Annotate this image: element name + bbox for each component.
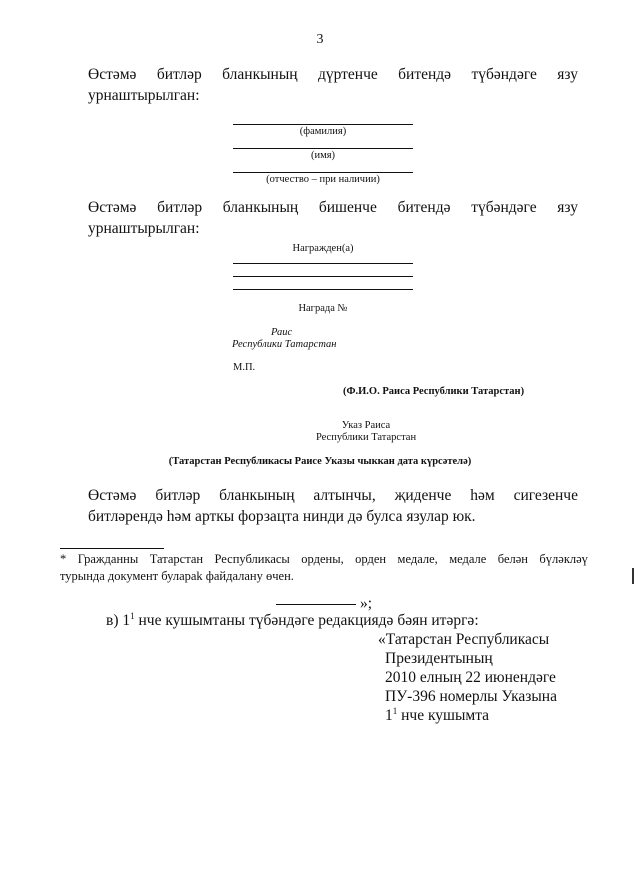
- word: орден: [355, 552, 387, 566]
- surname-blank: [233, 124, 413, 125]
- rais-title: Раис: [271, 327, 293, 338]
- awarded-blank-3: [233, 289, 413, 290]
- paragraph-fourth-page: [88, 64, 578, 106]
- word: битендә: [398, 66, 452, 83]
- item-prefix: в) 1: [106, 612, 131, 629]
- end-dash-line: [276, 604, 356, 605]
- paragraph-line: [88, 197, 578, 218]
- address-line-1: «Татарстан Республикасы: [378, 631, 550, 648]
- name-blank: [233, 148, 413, 149]
- awarded-label: Награжден(а): [292, 243, 354, 254]
- word: язу: [557, 66, 578, 83]
- patronymic-label: (отчество – при наличии): [266, 174, 380, 185]
- paragraph-line-2: урнаштырылган:: [88, 220, 200, 237]
- address-line-5: [385, 706, 489, 725]
- president-fio-placeholder: (Ф.И.О. Раиса Республики Татарстан): [343, 386, 525, 397]
- appendix-number: 1: [385, 707, 393, 724]
- word: Өстәмә: [88, 199, 137, 216]
- name-label: (имя): [310, 150, 336, 161]
- paragraph-line-2: битләрендә һәм арткы форзацта нинди дә булса язулар юк.: [88, 508, 476, 525]
- word: Республикасы: [214, 552, 290, 566]
- address-line-4: ПУ-396 номерлы Указына: [385, 688, 557, 705]
- address-line-2: Президентының: [385, 650, 493, 667]
- word: бланкының: [222, 66, 298, 83]
- paragraph-other-pages: [88, 485, 578, 527]
- scan-edge-mark: [632, 568, 634, 584]
- rais-republic: Республики Татарстан: [232, 339, 337, 350]
- surname-label: (фамилия): [299, 126, 347, 137]
- footnote-line-2: турында документ булараk файдалану өчен.: [60, 569, 294, 583]
- item-superscript: 1: [130, 611, 135, 621]
- word: дүртенче: [317, 66, 378, 83]
- word: сигезенче: [513, 487, 578, 504]
- paragraph-fifth-page: [88, 197, 578, 239]
- awarded-blank-1: [233, 263, 413, 264]
- award-number-label: Награда №: [298, 303, 348, 314]
- paragraph-line: [88, 64, 578, 85]
- page-number: 3: [316, 32, 324, 47]
- word: битләр: [156, 66, 202, 83]
- decree-title: Указ Раиса: [341, 420, 391, 431]
- appendix-text: нче кушымта: [397, 707, 490, 724]
- word: бүләкләү: [539, 552, 588, 566]
- footnote-separator: [60, 548, 164, 549]
- word: битендә: [397, 199, 451, 216]
- item-text: нче кушымтаны түбәндәге редакциядә бәян итәргә:: [134, 612, 479, 629]
- decree-date-note: (Татарстан Республикасы Раисе Указы чыккан дата күрсәтелә): [168, 456, 472, 467]
- word: алтынчы,: [313, 487, 376, 504]
- word: түбәндәге: [471, 199, 537, 216]
- address-line-3: 2010 елның 22 июнендәге: [385, 669, 556, 686]
- stamp-place: М.П.: [233, 362, 256, 373]
- patronymic-blank: [233, 172, 413, 173]
- word: җиденче: [394, 487, 452, 504]
- word: Татарстан: [149, 552, 204, 566]
- word: бишенче: [318, 199, 377, 216]
- paragraph-line: [88, 485, 578, 506]
- appendix-superscript: 1: [392, 706, 398, 716]
- word: белән: [497, 552, 528, 566]
- word: ордены,: [301, 552, 344, 566]
- decree-republic: Республики Татарстан: [315, 432, 417, 443]
- word: Өстәмә: [88, 66, 137, 83]
- word: *: [60, 552, 67, 566]
- amendment-item: [106, 611, 479, 630]
- footnote: [60, 551, 588, 585]
- word: язу: [557, 199, 578, 216]
- word: һәм: [470, 487, 495, 504]
- word: Өстәмә: [88, 487, 137, 504]
- paragraph-line-2: урнаштырылган:: [88, 87, 200, 104]
- word: битләр: [155, 487, 201, 504]
- word: түбәндәге: [471, 66, 537, 83]
- word: Гражданны: [77, 552, 139, 566]
- footnote-line: [60, 551, 588, 568]
- end-quote: »;: [360, 595, 373, 612]
- awarded-blank-2: [233, 276, 413, 277]
- word: медале: [449, 552, 487, 566]
- word: битләр: [157, 199, 203, 216]
- word: бланкының: [219, 487, 295, 504]
- word: медале,: [397, 552, 438, 566]
- word: бланкының: [222, 199, 299, 216]
